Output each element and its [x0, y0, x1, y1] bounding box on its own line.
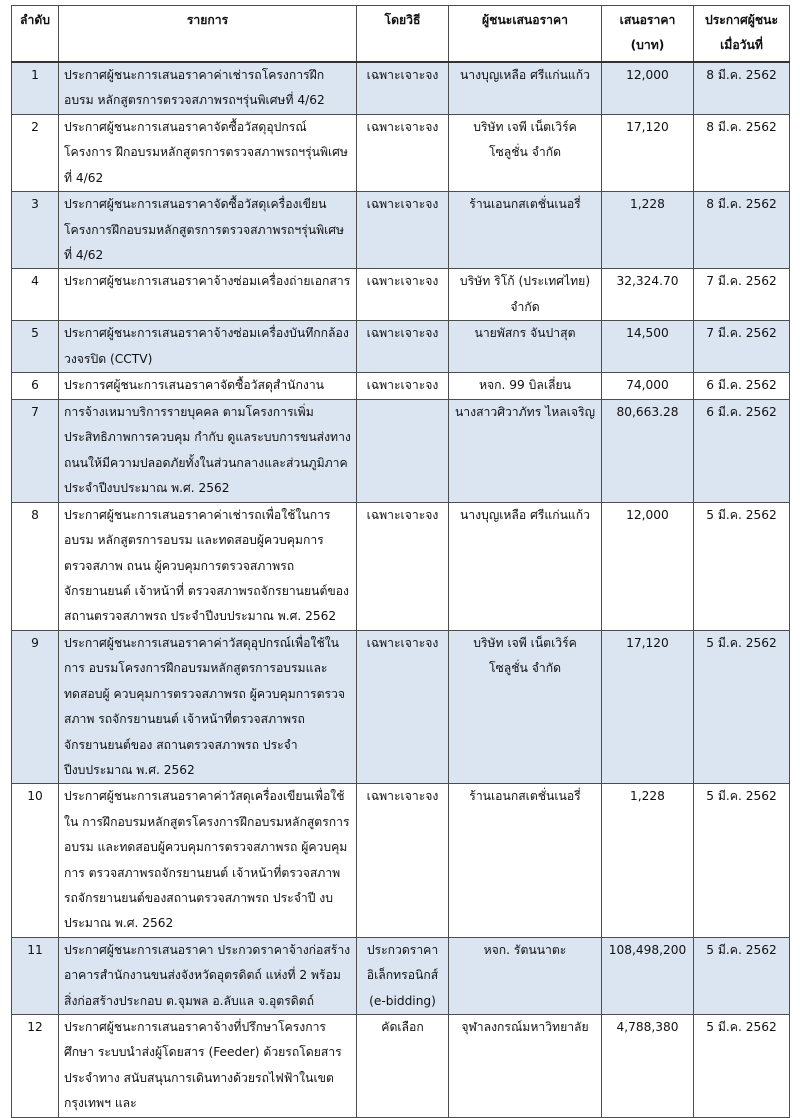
table-row — [12, 399, 790, 502]
cell-winner: ร้านเอนกสเตชั่นเนอรี่ — [449, 192, 602, 269]
cell-winner: นางบุญเหลือ ศรีแก่นแก้ว — [449, 502, 602, 630]
cell-price: 4,788,380 — [602, 1014, 694, 1117]
cell-method: เฉพาะเจาะจง — [357, 269, 449, 321]
cell-method: เฉพาะเจาะจง — [357, 502, 449, 630]
header-date: ประกาศผู้ชนะ เมื่อวันที่ — [694, 6, 790, 63]
cell-method: เฉพาะเจาะจง — [357, 784, 449, 937]
table-row — [12, 937, 790, 1014]
cell-method: เฉพาะเจาะจง — [357, 373, 449, 399]
cell-date: 8 มี.ค. 2562 — [694, 115, 790, 192]
cell-winner: จุฬาลงกรณ์มหาวิทยาลัย — [449, 1014, 602, 1117]
cell-method: เฉพาะเจาะจง — [357, 115, 449, 192]
header-winner: ผู้ชนะเสนอราคา — [449, 6, 602, 63]
header-item: รายการ — [59, 6, 357, 63]
cell-item: ประกาศผู้ชนะการเสนอราคาจ้างซ่อมเครื่องถ่ายเอกสาร — [59, 269, 357, 321]
cell-date: 8 มี.ค. 2562 — [694, 62, 790, 115]
cell-price: 17,120 — [602, 630, 694, 783]
cell-no: 12 — [12, 1014, 59, 1117]
cell-item: ประกาศผู้ชนะการเสนอราคาจัดซื้อวัสดุอุปกรณ์โครงการ ฝึกอบรมหลักสูตรการตรวจสภาพรถฯรุ่นพิเศษที่ 4/62 — [59, 115, 357, 192]
cell-price: 14,500 — [602, 321, 694, 373]
cell-winner: นายพัสกร จันปาสุต — [449, 321, 602, 373]
cell-item: ประกาศผู้ชนะการเสนอราคา ประกวดราคาจ้างก่อสร้าง อาคารสำนักงานขนส่งจังหวัดอุตรดิตถ์ แห่งที่ 2 พร้อม สิ่งก่อสร้างประกอบ ต.จุมพล อ.ลับแล จ.อุตรดิตถ์ — [59, 937, 357, 1014]
procurement-table — [11, 5, 790, 1118]
cell-price: 74,000 — [602, 373, 694, 399]
cell-date: 7 มี.ค. 2562 — [694, 269, 790, 321]
cell-date: 5 มี.ค. 2562 — [694, 502, 790, 630]
cell-price: 12,000 — [602, 502, 694, 630]
cell-no: 1 — [12, 62, 59, 115]
table-row — [12, 115, 790, 192]
cell-date: 5 มี.ค. 2562 — [694, 630, 790, 783]
cell-date: 6 มี.ค. 2562 — [694, 373, 790, 399]
cell-method — [357, 399, 449, 502]
cell-price: 80,663.28 — [602, 399, 694, 502]
cell-winner: หจก. รัตนนาตะ — [449, 937, 602, 1014]
table-row — [12, 321, 790, 373]
header-method: โดยวิธี — [357, 6, 449, 63]
cell-item: การจ้างเหมาบริการรายบุคคล ตามโครงการเพิ่ม ประสิทธิภาพการควบคุม กำกับ ดูแลระบบการขนส่งทาง ถนนให้มีความปลอดภัยทั้งในส่วนกลางและส่วนภูมิภาค ประจำปีงบประมาณ พ.ศ. 2562 — [59, 399, 357, 502]
cell-method: เฉพาะเจาะจง — [357, 321, 449, 373]
cell-winner: บริษัท ริโก้ (ประเทศไทย) จำกัด — [449, 269, 602, 321]
cell-price: 32,324.70 — [602, 269, 694, 321]
table-row — [12, 630, 790, 783]
cell-method: เฉพาะเจาะจง — [357, 62, 449, 115]
cell-winner: นางบุญเหลือ ศรีแก่นแก้ว — [449, 62, 602, 115]
cell-method: ประกวดราคา อิเล็กทรอนิกส์ (e-bidding) — [357, 937, 449, 1014]
cell-method: คัดเลือก — [357, 1014, 449, 1117]
cell-date: 5 มี.ค. 2562 — [694, 1014, 790, 1117]
cell-price: 1,228 — [602, 192, 694, 269]
cell-winner: ร้านเอนกสเตชั่นเนอรี่ — [449, 784, 602, 937]
cell-date: 5 มี.ค. 2562 — [694, 937, 790, 1014]
cell-no: 8 — [12, 502, 59, 630]
cell-winner: หจก. 99 บิลเลี่ยน — [449, 373, 602, 399]
cell-item: ประการศผู้ชนะการเสนอราคาจัดซื้อวัสดุสำนักงาน — [59, 373, 357, 399]
table-row — [12, 502, 790, 630]
cell-item: ประกาศผู้ชนะการเสนอราคาค่าวัสดุอุปกรณ์เพื่อใช้ในการ อบรมโครงการฝึกอบรมหลักสูตรการอบรมและทดสอบผู้ ควบคุมการตรวจสภาพรถ ผู้ควบคุมการตรวจสภาพ รถจักรยานยนต์ เจ้าหน้าที่ตรวจสภาพรถจักรยานยนต์ของ สถานตรวจสภาพรถ ประจำปีงบประมาณ พ.ศ. 2562 — [59, 630, 357, 783]
cell-date: 5 มี.ค. 2562 — [694, 784, 790, 937]
cell-winner: บริษัท เจพี เน็ตเวิร์ค โซลูชั่น จำกัด — [449, 630, 602, 783]
cell-item: ประกาศผู้ชนะการเสนอราคาจ้างที่ปรึกษาโครงการศึกษา ระบบนำส่งผู้โดยสาร (Feeder) ด้วยรถโดยสารประจำทาง สนับสนุนการเดินทางด้วยรถไฟฟ้าในเขตกรุงเทพฯ และ — [59, 1014, 357, 1117]
cell-no: 5 — [12, 321, 59, 373]
cell-no: 2 — [12, 115, 59, 192]
header-price: เสนอราคา (บาท) — [602, 6, 694, 63]
cell-price: 12,000 — [602, 62, 694, 115]
cell-no: 4 — [12, 269, 59, 321]
table-row — [12, 192, 790, 269]
cell-price: 17,120 — [602, 115, 694, 192]
table-row — [12, 62, 790, 115]
cell-item: ประกาศผู้ชนะการเสนอราคาค่าเช่ารถเพื่อใช้ในการอบรม หลักสูตรการอบรม และทดสอบผู้ควบคุมการตรวจสภาพ ถนน ผู้ควบคุมการตรวจสภาพรถจักรยานยนต์ เจ้าหน้าที่ ตรวจสภาพรถจักรยานยนต์ของสถานตรวจสภาพรถ ประจำปีงบประมาณ พ.ศ. 2562 — [59, 502, 357, 630]
cell-price: 1,228 — [602, 784, 694, 937]
cell-winner: นางสาวศิวาภัทร ไหลเจริญ — [449, 399, 602, 502]
table-header-row — [12, 6, 790, 63]
cell-no: 7 — [12, 399, 59, 502]
cell-item: ประกาศผู้ชนะการเสนอราคาจัดซื้อวัสดุเครื่องเขียน โครงการฝึกอบรมหลักสูตรการตรวจสภาพรถฯรุ่นพิเศษที่ 4/62 — [59, 192, 357, 269]
cell-date: 7 มี.ค. 2562 — [694, 321, 790, 373]
cell-method: เฉพาะเจาะจง — [357, 192, 449, 269]
table-row — [12, 373, 790, 399]
cell-no: 6 — [12, 373, 59, 399]
cell-no: 3 — [12, 192, 59, 269]
cell-no: 10 — [12, 784, 59, 937]
cell-item: ประกาศผู้ชนะการเสนอราคาค่าเช่ารถโครงการฝึกอบรม หลักสูตรการตรวจสภาพรถฯรุ่นพิเศษที่ 4/62 — [59, 62, 357, 115]
cell-date: 8 มี.ค. 2562 — [694, 192, 790, 269]
cell-date: 6 มี.ค. 2562 — [694, 399, 790, 502]
table-row — [12, 784, 790, 937]
cell-no: 11 — [12, 937, 59, 1014]
cell-price: 108,498,200 — [602, 937, 694, 1014]
cell-method: เฉพาะเจาะจง — [357, 630, 449, 783]
table-row — [12, 1014, 790, 1117]
cell-winner: บริษัท เจพี เน็ตเวิร์ค โซลูชั่น จำกัด — [449, 115, 602, 192]
cell-item: ประกาศผู้ชนะการเสนอราคาจ้างซ่อมเครื่องบันทึกกล้อง วงจรปิด (CCTV) — [59, 321, 357, 373]
cell-item: ประกาศผู้ชนะการเสนอราคาค่าวัสดุเครื่องเขียนเพื่อใช้ใน การฝึกอบรมหลักสูตรโครงการฝึกอบรมหลักสูตรการอบรม และทดสอบผู้ควบคุมการตรวจสภาพรถ ผู้ควบคุมการ ตรวจสภาพรถจักรยานยนต์ เจ้าหน้าที่ตรวจสภาพ รถจักรยานยนต์ของสถานตรวจสภาพรถ ประจำปี งบประมาณ พ.ศ. 2562 — [59, 784, 357, 937]
table-row — [12, 269, 790, 321]
cell-no: 9 — [12, 630, 59, 783]
header-no: ลำดับ — [12, 6, 59, 63]
